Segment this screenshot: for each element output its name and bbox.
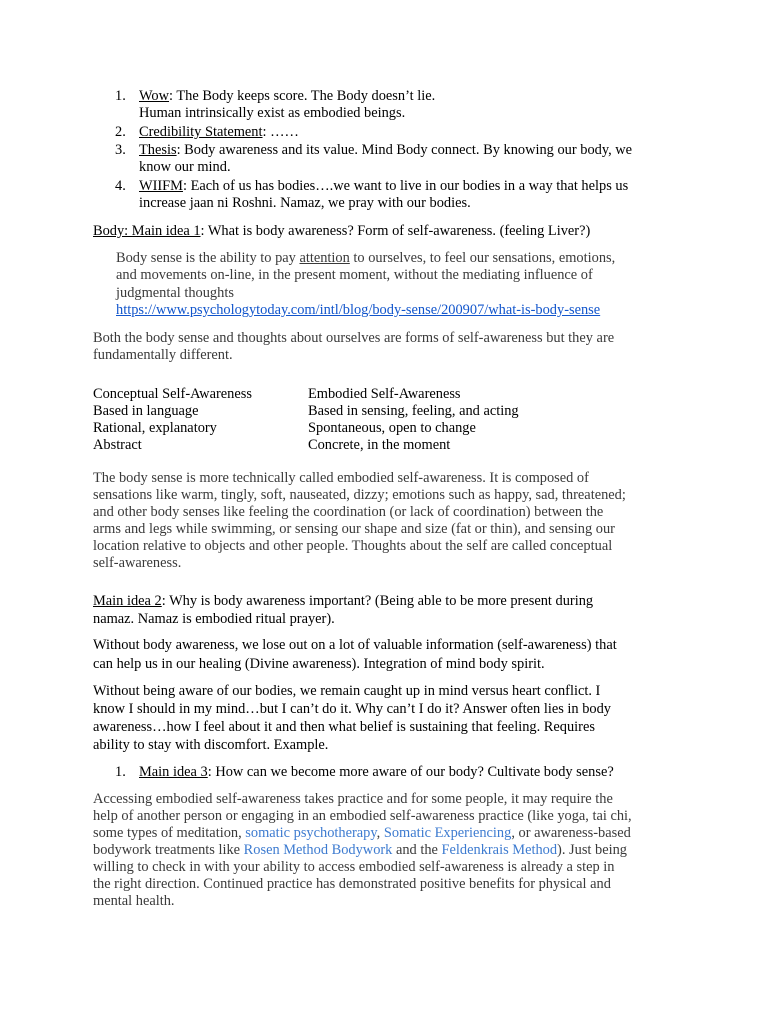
list-item-continuation: Human intrinsically exist as embodied beings. xyxy=(139,105,406,121)
list-text: : Body awareness and its value. Mind Body connect. By knowing our body, we xyxy=(176,142,633,158)
paragraph-line: can help us in our healing (Divine awareness). Integration of mind body spirit. xyxy=(93,656,545,672)
heading-label: Main idea 3 xyxy=(139,764,208,780)
paragraph-line: location relative to objects and other people. Thoughts about the self are called conceptual xyxy=(93,538,613,554)
link-feldenkrais-method[interactable]: Feldenkrais Method xyxy=(441,842,558,858)
main-idea-3-heading xyxy=(139,764,614,781)
list-item-wow xyxy=(139,88,435,105)
paragraph-line: know I should in my mind…but I can’t do it. Why can’t I do it? Answer often lies in body xyxy=(93,701,611,717)
paragraph-line xyxy=(93,842,627,859)
quote-text: to ourselves, to feel our sensations, emotions, xyxy=(349,250,616,266)
quote-underlined-word: attention xyxy=(299,250,350,266)
list-item-wiifm xyxy=(139,178,628,195)
paragraph-line: mental health. xyxy=(93,893,175,909)
paragraph-text: ). Just being xyxy=(557,842,627,858)
list-text: : Each of us has bodies….we want to live in our bodies in a way that helps us xyxy=(182,178,629,194)
paragraph-line: sensations like warm, tingly, soft, nauseated, dizzy; emotions such as happy, sad, threatened; xyxy=(93,487,626,503)
heading-text: : How can we become more aware of our body? Cultivate body sense? xyxy=(207,764,614,780)
compare-left-item: Rational, explanatory xyxy=(93,420,217,436)
paragraph-line: arms and legs while swimming, or sensing our shape and size (fat or thin), and sensing our xyxy=(93,521,615,537)
paragraph-line: awareness…how I feel about it and then what belief is sustaining that feeling. Requires xyxy=(93,719,595,735)
main-idea-1-heading xyxy=(93,223,590,240)
compare-left-item: Abstract xyxy=(93,437,142,453)
list-number: 3. xyxy=(115,142,126,158)
main-idea-2-heading xyxy=(93,593,593,610)
paragraph-text: , xyxy=(376,825,384,841)
paragraph-text: and the xyxy=(392,842,442,858)
compare-right-item: Spontaneous, open to change xyxy=(308,420,476,436)
paragraph-line: self-awareness. xyxy=(93,555,182,571)
paragraph-line: ability to stay with discomfort. Example. xyxy=(93,737,329,753)
paragraph-line: willing to check in with your ability to access embodied self-awareness is already a step in xyxy=(93,859,615,875)
list-number: 1. xyxy=(115,764,126,780)
paragraph-line: help of another person or engaging in an embodied self-awareness practice (like yoga, tai chi, xyxy=(93,808,632,824)
compare-right-item: Based in sensing, feeling, and acting xyxy=(308,403,519,419)
paragraph-line: The body sense is more technically called embodied self-awareness. It is composed of xyxy=(93,470,589,486)
heading-text: : What is body awareness? Form of self-awareness. (feeling Liver?) xyxy=(200,223,591,239)
paragraph-line: Without being aware of our bodies, we remain caught up in mind versus heart conflict. I xyxy=(93,683,601,699)
list-item-thesis xyxy=(139,142,632,159)
compare-left-header: Conceptual Self-Awareness xyxy=(93,386,252,402)
list-item-continuation: know our mind. xyxy=(139,159,231,175)
compare-right-header: Embodied Self-Awareness xyxy=(308,386,461,402)
list-label: WIIFM xyxy=(139,178,183,194)
list-text: : The Body keeps score. The Body doesn’t lie. xyxy=(169,88,436,104)
paragraph-line: fundamentally different. xyxy=(93,347,233,363)
paragraph-line: the right direction. Continued practice has demonstrated positive benefits for physical and xyxy=(93,876,611,892)
paragraph-line: and other body senses like feeling the coordination (or lack of coordination) between the xyxy=(93,504,604,520)
list-label: Credibility Statement xyxy=(139,124,263,140)
compare-right-item: Concrete, in the moment xyxy=(308,437,451,453)
paragraph-line: Accessing embodied self-awareness takes practice and for some people, it may require the xyxy=(93,791,613,807)
list-label: Thesis xyxy=(139,142,177,158)
list-item-credibility xyxy=(139,124,299,141)
list-number: 2. xyxy=(115,124,126,140)
list-number: 4. xyxy=(115,178,126,194)
heading-label: Main idea 2 xyxy=(93,593,162,609)
quote-text: Body sense is the ability to pay xyxy=(116,250,300,266)
paragraph-text: , or awareness-based xyxy=(511,825,631,841)
heading-text: : Why is body awareness important? (Being able to be more present during xyxy=(161,593,594,609)
list-text: : …… xyxy=(262,124,299,140)
list-item-continuation: increase jaan ni Roshni. Namaz, we pray with our bodies. xyxy=(139,195,471,211)
compare-left-item: Based in language xyxy=(93,403,199,419)
list-number: 1. xyxy=(115,88,126,104)
quote-line xyxy=(116,250,615,267)
link-somatic-experiencing[interactable]: Somatic Experiencing xyxy=(383,825,512,841)
paragraph-line: Without body awareness, we lose out on a lot of valuable information (self-awareness) that xyxy=(93,637,617,653)
link-somatic-psychotherapy[interactable]: somatic psychotherapy xyxy=(245,825,377,841)
paragraph-text: bodywork treatments like xyxy=(93,842,244,858)
paragraph-text: some types of meditation, xyxy=(93,825,246,841)
source-link[interactable]: https://www.psychologytoday.com/intl/blog/body-sense/200907/what-is-body-sense xyxy=(116,302,601,318)
quote-line: judgmental thoughts xyxy=(116,285,234,301)
heading-continuation: namaz. Namaz is embodied ritual prayer). xyxy=(93,611,335,627)
quote-line: and movements on-line, in the present moment, without the mediating influence of xyxy=(116,267,593,283)
heading-label: Body: Main idea 1 xyxy=(93,223,201,239)
list-label: Wow xyxy=(139,88,170,104)
paragraph-line xyxy=(93,825,631,842)
paragraph-line: Both the body sense and thoughts about ourselves are forms of self-awareness but they are xyxy=(93,330,615,346)
link-rosen-method[interactable]: Rosen Method Bodywork xyxy=(243,842,393,858)
